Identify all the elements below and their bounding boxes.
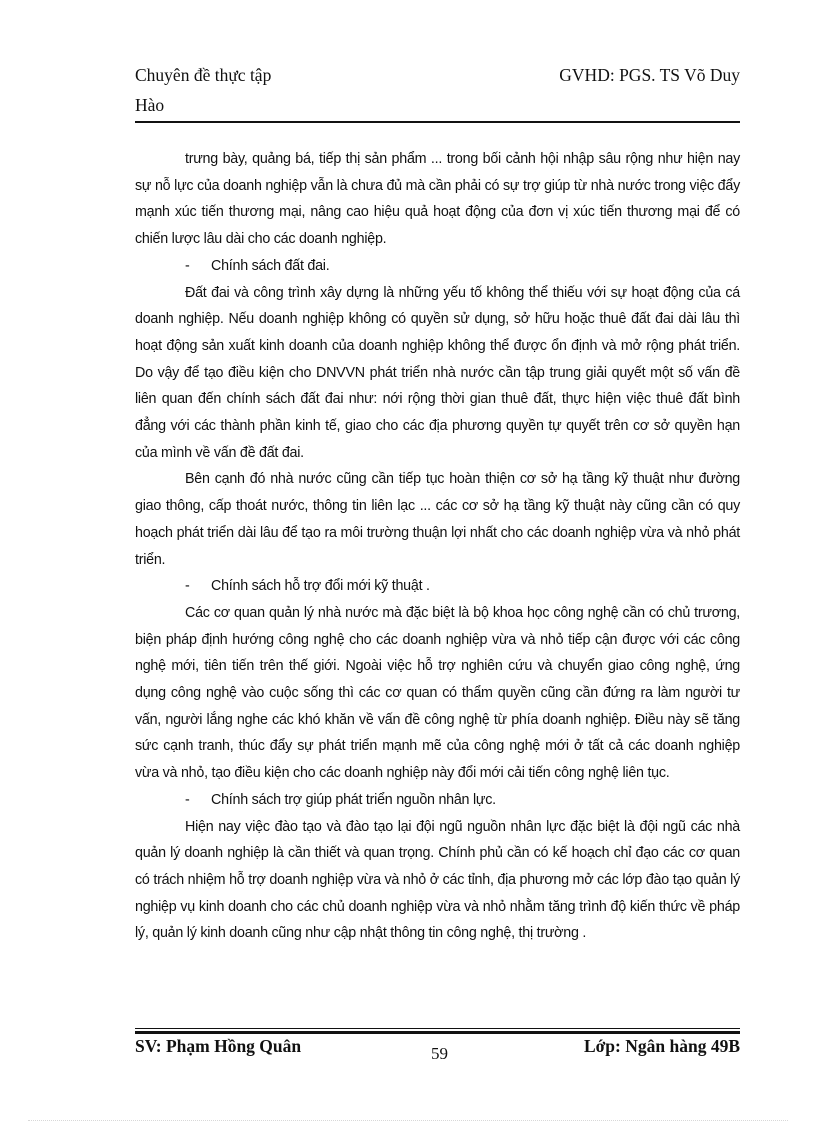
- footer-student-name: SV: Phạm Hồng Quân: [135, 1036, 302, 1056]
- body-paragraph: Hiện nay việc đào tạo và đào tạo lại đội ngũ nguồn nhân lực đặc biệt là đội ngũ các nhà quản lý doanh nghiệp là cần thiết và quan trọng. Chính phủ cần có kế hoạch chỉ đạo các cơ quan có trách nhiệm hỗ trợ doanh nghiệp vừa và nhỏ ở các tỉnh, địa phương mở các lớp đào tạo quản lý nghiệp vụ kinh doanh cho các chủ doanh nghiệp vừa và nhỏ nhằm tăng trình độ kiến thức về pháp lý, quản lý kinh doanh cũng như cập nhật thông tin công nghệ, thị trường .: [135, 818, 740, 942]
- document-body: [135, 146, 740, 947]
- body-paragraph-continuation: trưng bày, quảng bá, tiếp thị sản phẩm ... trong bối cảnh hội nhập sâu rộng như hiện nay sự nỗ lực của doanh nghiệp vẫn là chưa đủ mà cần phải có sự trợ giúp từ nhà nước trong việc đẩy mạnh xúc tiến thương mại, nâng cao hiệu quả hoạt động của đơn vị xúc tiến thương mại để có chiến lược lâu dài cho các doanh nghiệp.: [135, 151, 740, 248]
- bullet-label: Chính sách trợ giúp phát triển nguồn nhân lực.: [211, 791, 496, 808]
- page-bottom-edge: [28, 1120, 788, 1121]
- header-rule: [135, 121, 740, 123]
- bullet-human-resources-policy: [135, 787, 740, 814]
- header-advisor-continuation: Hào: [135, 95, 165, 115]
- bullet-land-policy: [135, 253, 740, 280]
- bullet-label: Chính sách đất đai.: [211, 257, 330, 274]
- bullet-dash: -: [185, 257, 190, 274]
- page-number: 59: [431, 1044, 448, 1063]
- bullet-label: Chính sách hỗ trợ đổi mới kỹ thuật .: [211, 578, 430, 595]
- footer-class-name: Lớp: Ngân hàng 49B: [583, 1036, 740, 1056]
- header-first-line: [135, 60, 740, 90]
- bullet-technology-policy: [135, 573, 740, 600]
- page-footer: [135, 1034, 740, 1064]
- body-paragraph: Đất đai và công trình xây dựng là những yếu tố không thể thiếu với sự hoạt động của cá doanh nghiệp. Nếu doanh nghiệp không có quyền sử dụng, sở hữu hoặc thuê đất đai dài lâu thì hoạt động sản xuất kinh doanh của doanh nghiệp không thể được ổn định và mở rộng phát triển. Do vậy để tạo điều kiện cho DNVVN phát triển nhà nước cần tập trung giải quyết một số vấn đề liên quan đến chính sách đất đai như: nới rộng thời gian thuê đất, thực hiện việc thuê đất bình đẳng với các thành phần kinh tế, giao cho các địa phương quyền tự quyết trên cơ sở quyền hạn của mình về vấn đề đất đai.: [135, 284, 740, 461]
- header-advisor: GVHD: PGS. TS Võ Duy: [559, 65, 740, 85]
- header-left-title: Chuyên đề thực tập: [135, 65, 272, 85]
- bullet-dash: -: [185, 578, 190, 595]
- body-paragraph: Bên cạnh đó nhà nước cũng cần tiếp tục hoàn thiện cơ sở hạ tầng kỹ thuật như đường giao thông, cấp thoát nước, thông tin liên lạc ... các cơ sở hạ tầng kỹ thuật này cũng cần có quy hoạch phát triển dài lâu để tạo ra môi trường thuận lợi nhất cho các doanh nghiệp vừa và nhỏ phát triển.: [135, 471, 740, 568]
- footer-rule-thin: [135, 1028, 740, 1029]
- body-paragraph: Các cơ quan quản lý nhà nước mà đặc biệt là bộ khoa học công nghệ cần có chủ trương, biện pháp định hướng công nghệ cho các doanh nghiệp vừa và nhỏ tiếp cận được với các công nghệ mới, tiên tiến trên thế giới. Ngoài việc hỗ trợ nghiên cứu và chuyển giao công nghệ, ứng dụng công nghệ vào cuộc sống thì các cơ quan có thẩm quyền cũng cần đứng ra làm người tư vấn, người lắng nghe các khó khăn về vấn đề công nghệ từ phía doanh nghiệp. Điều này sẽ tăng sức cạnh tranh, thúc đẩy sự phát triển mạnh mẽ của công nghệ mới ở tất cả các doanh nghiệp vừa và nhỏ, tạo điều kiện cho các doanh nghiệp này đổi mới cải tiến công nghệ liên tục.: [135, 604, 740, 782]
- page-header: [135, 60, 740, 120]
- bullet-dash: -: [185, 791, 190, 808]
